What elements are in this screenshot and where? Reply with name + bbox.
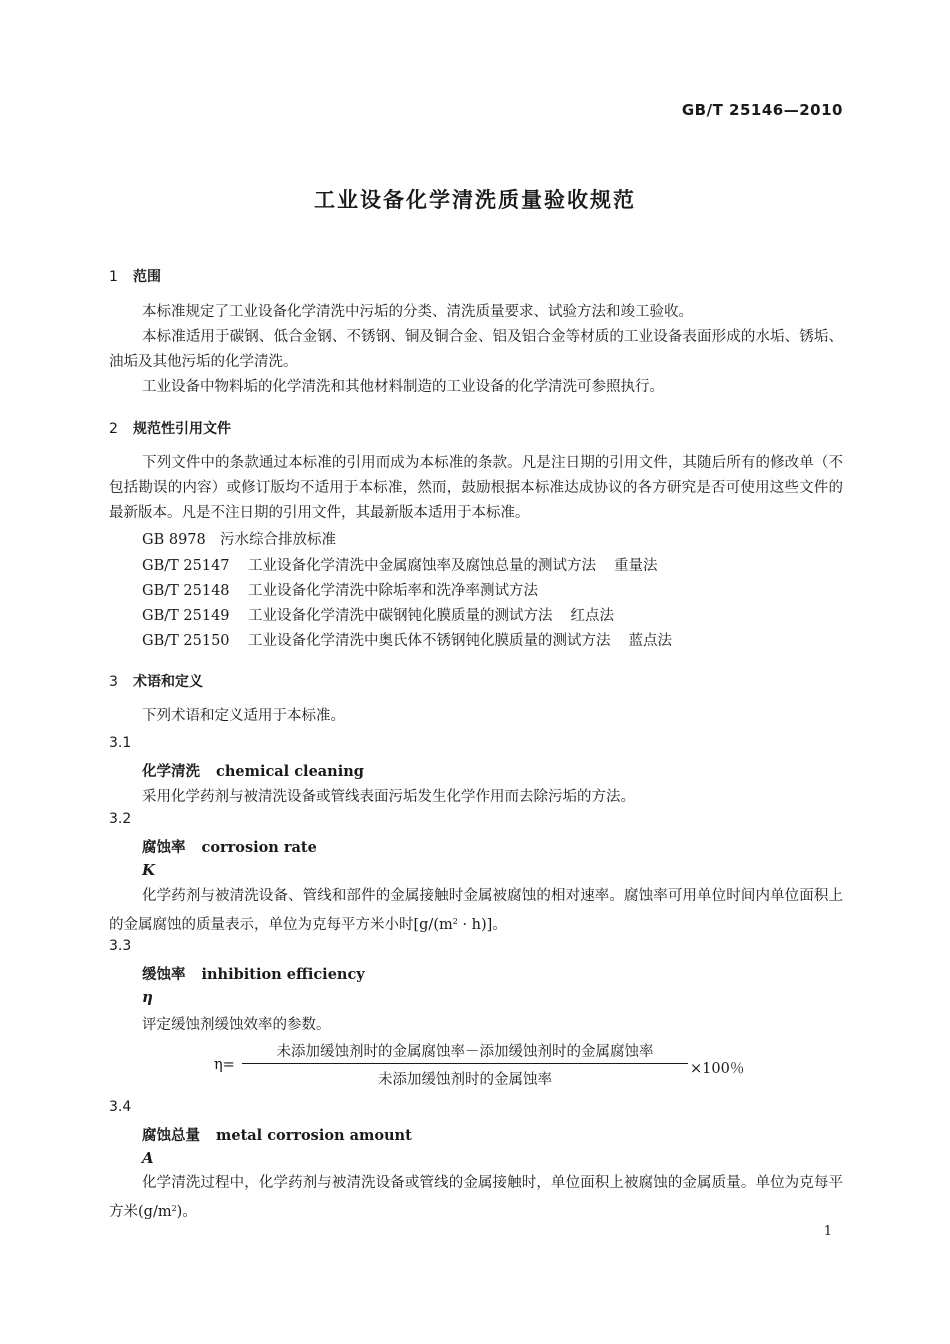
section-number: 1: [109, 269, 118, 285]
term-zh: 腐蚀率: [142, 840, 186, 856]
terms-intro: 下列术语和定义适用于本标准。: [142, 708, 345, 724]
reference-method: 蓝点法: [628, 633, 672, 649]
term-zh: 腐蚀总量: [142, 1128, 200, 1144]
reference-item: [142, 629, 672, 650]
term-definition: [109, 1171, 843, 1225]
formula-lhs: η=: [214, 1057, 235, 1073]
term-definition: 采用化学药剂与被清洗设备或管线表面污垢发生化学作用而去除污垢的方法。: [142, 789, 635, 805]
section-number: 3: [109, 674, 118, 690]
reference-item: [142, 528, 336, 549]
page-number: 1: [823, 1224, 832, 1239]
term-name: [142, 760, 364, 781]
term-definition: 评定缓蚀剂缓蚀效率的参数。: [142, 1017, 331, 1033]
section-title: 术语和定义: [133, 674, 203, 690]
definition-text: 化学清洗过程中，化学药剂与被清洗设备或管线的金属接触时，单位面积上被腐蚀的金属质量。单位为克每平方米(g/m: [109, 1175, 843, 1220]
definition-tail: · h)]。: [457, 917, 507, 933]
term-number: 3.4: [109, 1099, 132, 1115]
term-number: 3.2: [109, 811, 132, 827]
formula-numerator: 未添加缓蚀剂时的金属腐蚀率－添加缓蚀剂时的金属腐蚀率: [276, 1044, 654, 1060]
section-heading-scope: [109, 266, 161, 286]
reference-title: 工业设备化学清洗中金属腐蚀率及腐蚀总量的测试方法: [248, 558, 596, 574]
term-en: corrosion rate: [201, 839, 317, 856]
section-title: 范围: [133, 269, 161, 285]
reference-title: 工业设备化学清洗中除垢率和洗净率测试方法: [248, 583, 538, 599]
formula-denominator: 未添加缓蚀剂时的金属蚀率: [378, 1072, 552, 1088]
term-symbol: K: [142, 861, 156, 879]
definition-superscript: 2: [452, 917, 458, 926]
definition-text: 化学药剂与被清洗设备、管线和部件的金属接触时金属被腐蚀的相对速率。腐蚀率可用单位时间内单位面积上的金属腐蚀的质量表示，单位为克每平方米小时[g/(m: [109, 888, 843, 933]
term-symbol: A: [142, 1149, 154, 1167]
term-zh: 化学清洗: [142, 764, 200, 780]
scope-paragraph-2: 本标准适用于碳钢、低合金钢、不锈钢、铜及铜合金、铝及铝合金等材质的工业设备表面形成的水垢、锈垢、油垢及其他污垢的化学清洗。: [109, 329, 843, 370]
definition-superscript: 2: [171, 1204, 177, 1213]
standard-number: GB/T 25146—2010: [681, 101, 843, 119]
scope-paragraph-1: 本标准规定了工业设备化学清洗中污垢的分类、清洗质量要求、试验方法和竣工验收。: [142, 304, 693, 320]
term-name: [142, 1124, 412, 1145]
term-name: [142, 963, 365, 984]
section-heading-normative-references: [109, 418, 231, 438]
reference-title: 工业设备化学清洗中碳钢钝化膜质量的测试方法: [248, 608, 553, 624]
reference-item: [142, 604, 614, 625]
fraction-bar: [242, 1063, 688, 1064]
term-symbol: η: [142, 988, 153, 1006]
reference-code: GB/T 25148: [142, 583, 230, 599]
formula-rhs: ×100％: [690, 1061, 745, 1077]
section-title: 规范性引用文件: [133, 421, 231, 437]
section-number: 2: [109, 421, 118, 437]
section-heading-terms: [109, 671, 203, 691]
term-en: chemical cleaning: [216, 763, 364, 780]
definition-tail: )。: [176, 1204, 197, 1220]
term-en: metal corrosion amount: [216, 1127, 412, 1144]
reference-title: 污水综合排放标准: [220, 532, 336, 548]
reference-item: [142, 554, 658, 575]
term-name: [142, 836, 317, 857]
term-zh: 缓蚀率: [142, 967, 186, 983]
reference-item: [142, 579, 538, 600]
scope-paragraph-3: 工业设备中物料垢的化学清洗和其他材料制造的工业设备的化学清洗可参照执行。: [142, 379, 664, 395]
document-title: 工业设备化学清洗质量验收规范: [314, 188, 636, 212]
reference-title: 工业设备化学清洗中奥氏体不锈钢钝化膜质量的测试方法: [248, 633, 611, 649]
term-en: inhibition efficiency: [201, 966, 365, 983]
reference-code: GB/T 25150: [142, 633, 230, 649]
reference-code: GB/T 25147: [142, 558, 230, 574]
references-intro: 下列文件中的条款通过本标准的引用而成为本标准的条款。凡是注日期的引用文件，其随后所有的修改单（不包括勘误的内容）或修订版均不适用于本标准，然而，鼓励根据本标准达成协议的各方研究是否可使用这些文件的最新版本。凡是不注日期的引用文件，其最新版本适用于本标准。: [109, 455, 843, 521]
reference-method: 重量法: [614, 558, 658, 574]
term-definition: [109, 884, 843, 938]
formula-fraction: [242, 1040, 688, 1089]
term-number: 3.1: [109, 735, 132, 751]
reference-code: GB 8978: [142, 532, 206, 548]
term-number: 3.3: [109, 938, 132, 954]
reference-code: GB/T 25149: [142, 608, 230, 624]
reference-method: 红点法: [570, 608, 614, 624]
